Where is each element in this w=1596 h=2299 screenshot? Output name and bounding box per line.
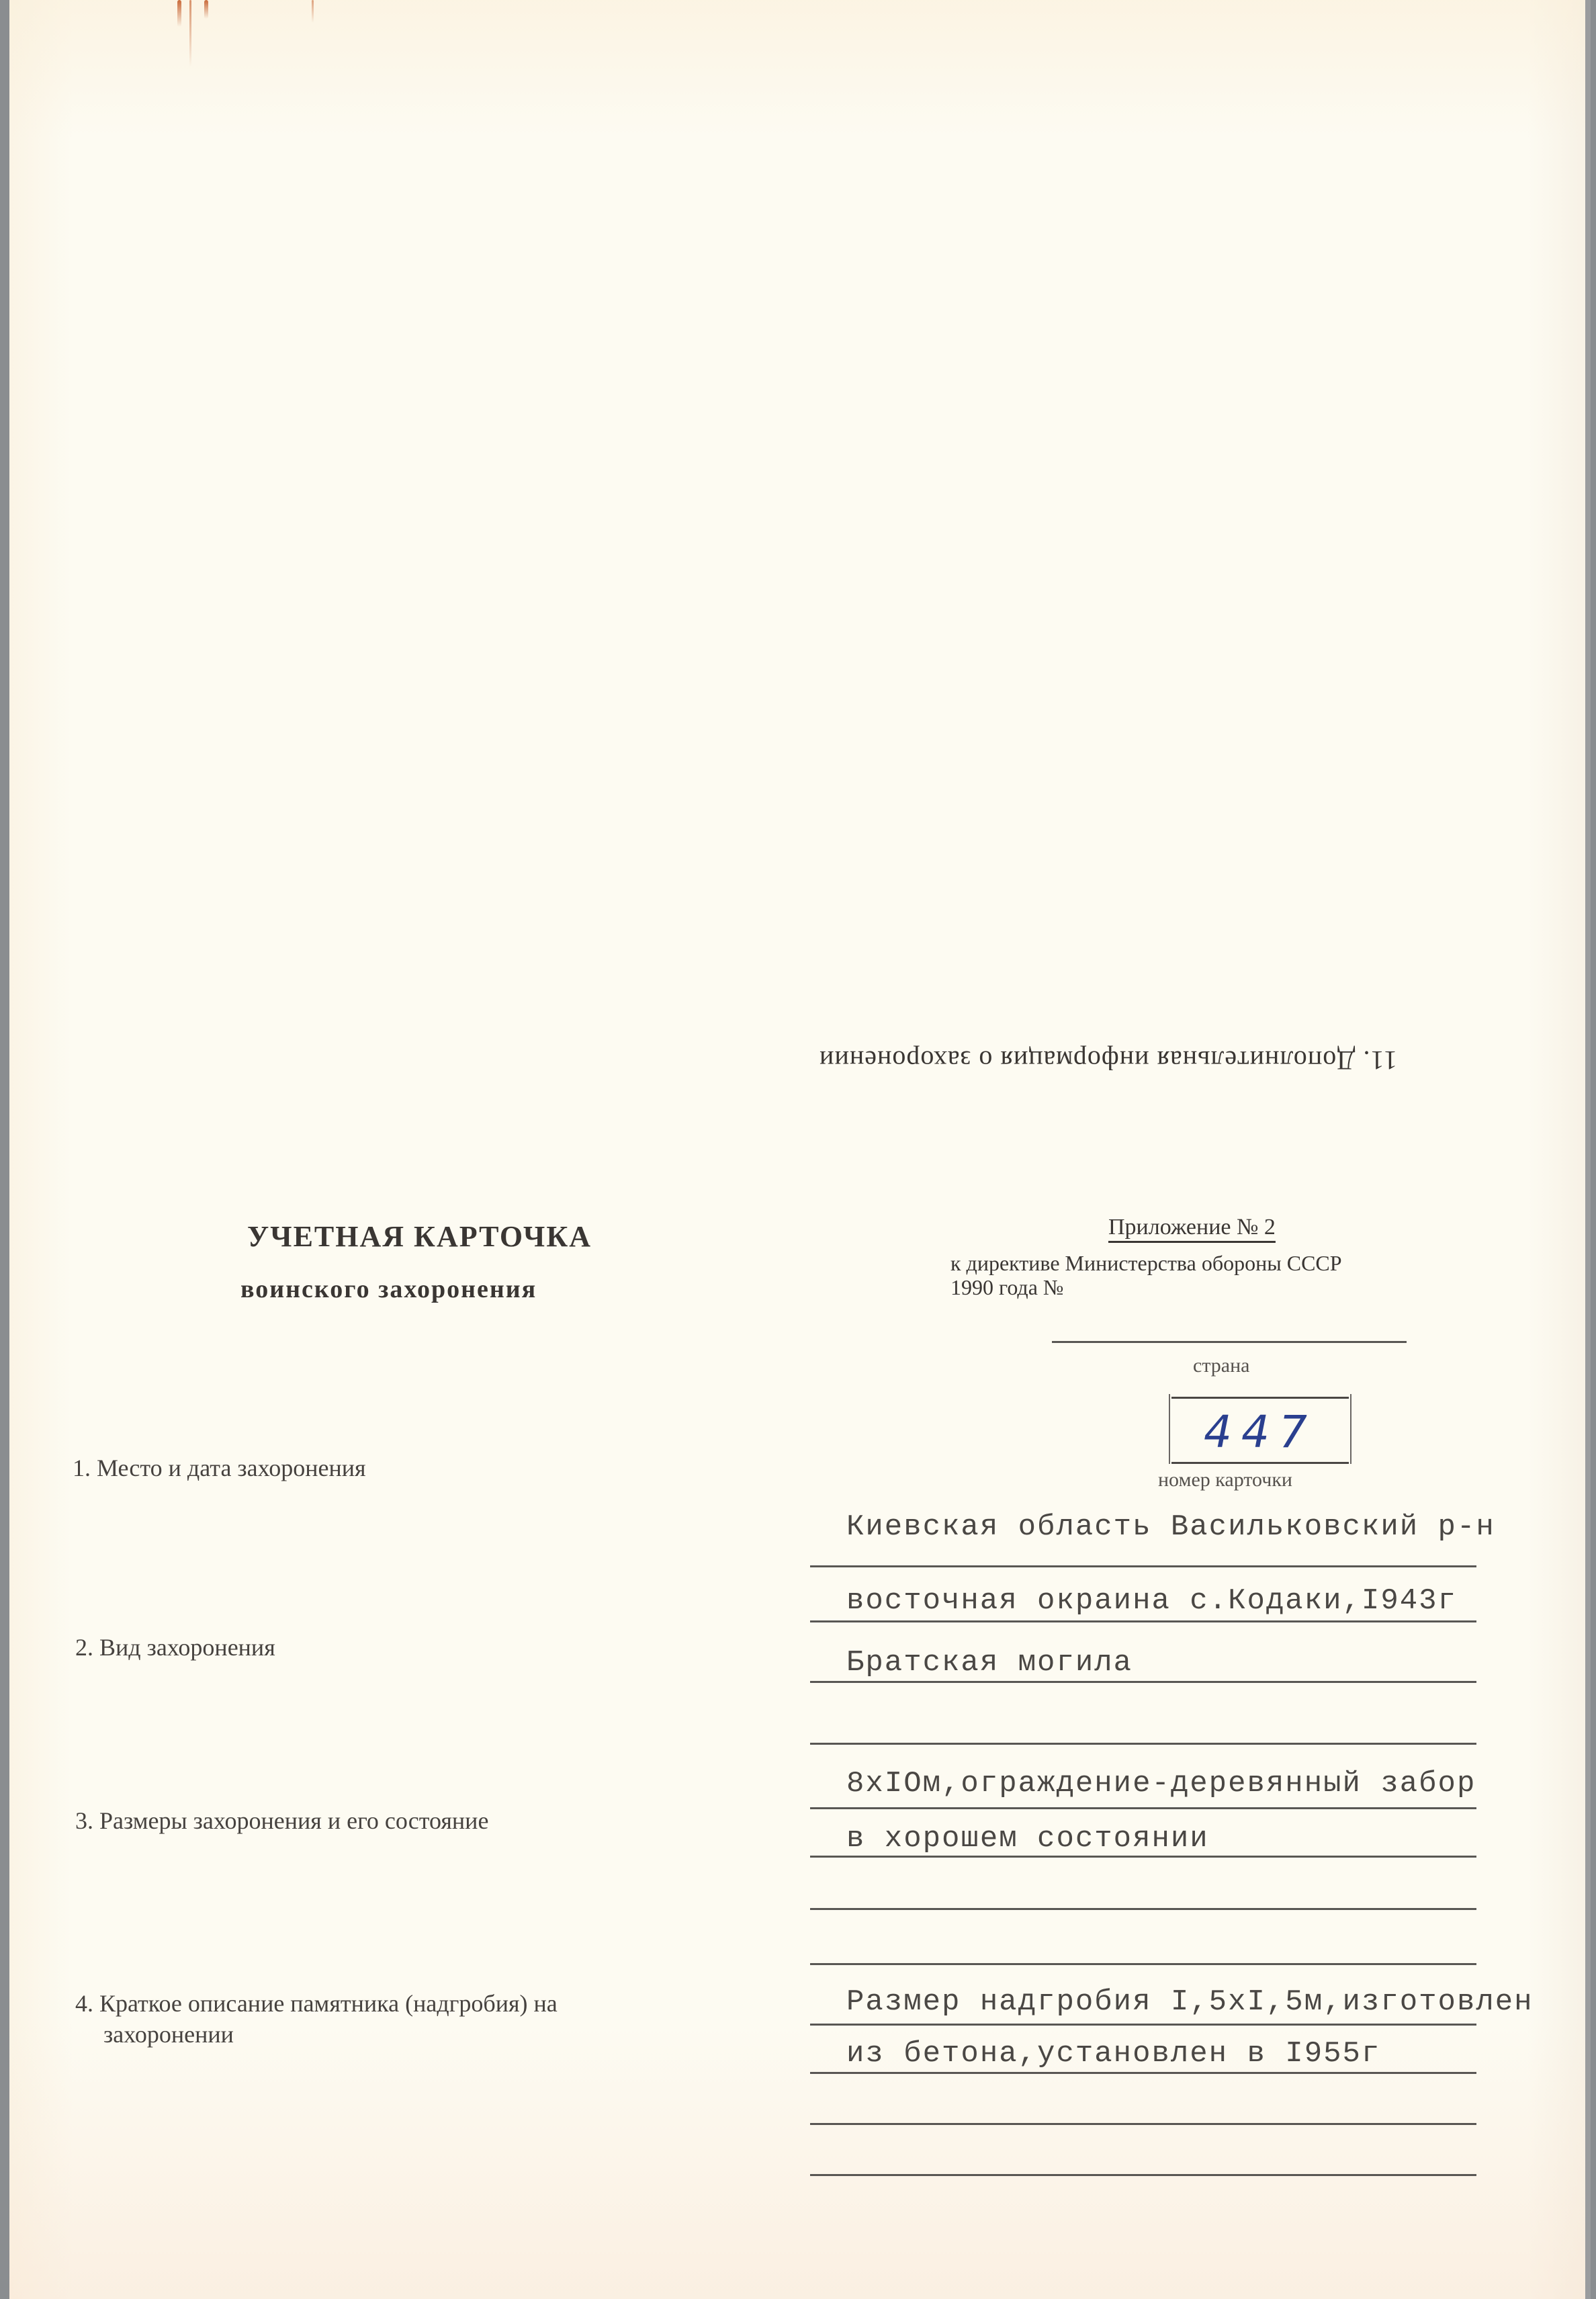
country-field-line bbox=[1052, 1341, 1407, 1343]
card-number-box-bottom-line bbox=[1171, 1462, 1349, 1464]
rust-stain bbox=[312, 0, 314, 23]
field-3-line-2: в хорошем состоянии bbox=[846, 1822, 1209, 1856]
rust-stain bbox=[189, 0, 191, 67]
field-3-rule-4 bbox=[810, 1963, 1476, 1965]
card-number-label: номер карточки bbox=[1158, 1469, 1292, 1491]
form-title: УЧЕТНАЯ КАРТОЧКА bbox=[247, 1220, 592, 1253]
appendix-label: Приложение № 2 bbox=[1108, 1215, 1276, 1240]
field-4-line-2: из бетона,установлен в I955г bbox=[846, 2037, 1381, 2071]
field-2-label: 2. Вид захоронения bbox=[75, 1634, 275, 1661]
card-number-value: 447 bbox=[1204, 1406, 1317, 1458]
field-4-line-1: Размер надгробия I,5хI,5м,изготовлен bbox=[846, 1985, 1534, 2019]
rust-stain bbox=[177, 0, 181, 27]
field-1-line-1: Киевская область Васильковский р-н bbox=[846, 1510, 1495, 1544]
field-1-line-2: восточная окраина с.Кодаки,I943г bbox=[846, 1584, 1457, 1618]
field-3-rule-2 bbox=[810, 1856, 1476, 1858]
form-subtitle: воинского захоронения bbox=[240, 1275, 537, 1303]
field-3-line-1: 8хIОм,ограждение-деревянный забор bbox=[846, 1767, 1476, 1801]
field-1-rule-1 bbox=[810, 1565, 1476, 1567]
field-2-rule-2 bbox=[810, 1743, 1476, 1745]
rust-stain bbox=[204, 0, 208, 19]
field-4-rule-3 bbox=[810, 2123, 1476, 2125]
form-sheet bbox=[9, 0, 1591, 2299]
directive-line-2: 1990 года № bbox=[950, 1275, 1064, 1299]
field-3-label: 3. Размеры захоронения и его состояние bbox=[75, 1807, 489, 1834]
scanner-edge bbox=[1585, 0, 1591, 2299]
field-4-rule-4 bbox=[810, 2174, 1476, 2176]
field-2-line-1: Братская могила bbox=[846, 1646, 1133, 1680]
field-4-rule-1 bbox=[810, 2024, 1476, 2026]
card-number-box-top-line bbox=[1171, 1397, 1349, 1399]
field-1-label: 1. Место и дата захоронения bbox=[73, 1455, 366, 1481]
field-1-rule-2 bbox=[810, 1620, 1476, 1622]
field-2-rule-1 bbox=[810, 1681, 1476, 1683]
field-3-rule-3 bbox=[810, 1908, 1476, 1910]
directive-line-1: к директиве Министерства обороны СССР bbox=[950, 1251, 1342, 1275]
field-3-rule-1 bbox=[810, 1807, 1476, 1809]
field-4-label-line-1: 4. Краткое описание памятника (надгробия) на bbox=[75, 1990, 558, 2017]
field-4-label-line-2: захоронении bbox=[103, 2021, 234, 2048]
country-label: страна bbox=[1193, 1354, 1250, 1377]
card-number-box bbox=[1169, 1394, 1351, 1464]
section-11-upside-down: 11. Дополнительная информация о захоронении bbox=[819, 1045, 1397, 1076]
field-4-rule-2 bbox=[810, 2072, 1476, 2074]
